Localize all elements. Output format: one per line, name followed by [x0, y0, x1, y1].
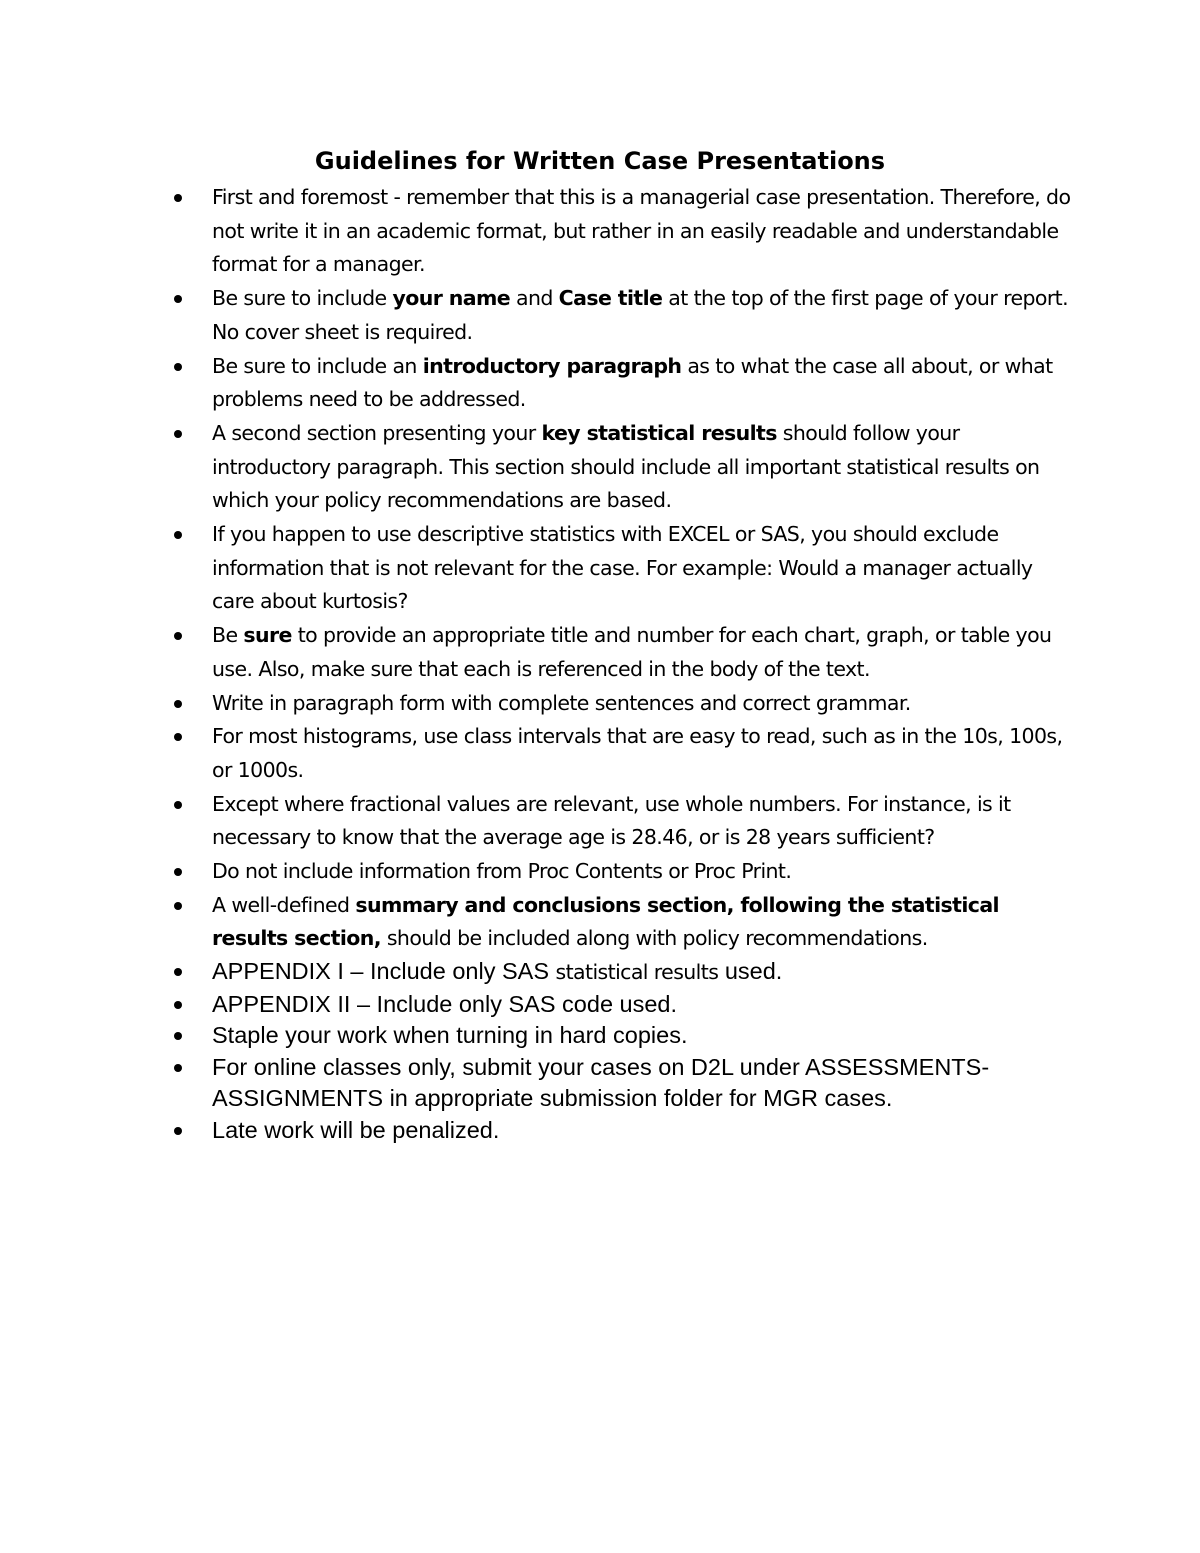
text-segment: at the top of the first page of your report. No cover sheet is required.	[212, 286, 1069, 344]
guideline-item	[212, 181, 1072, 282]
guideline-list	[212, 181, 1072, 1146]
guideline-text	[212, 893, 999, 951]
guideline-item	[212, 989, 1072, 1021]
guideline-text	[212, 958, 782, 984]
text-segment: should be included along with policy recommendations.	[380, 926, 928, 951]
guideline-text	[212, 1054, 989, 1112]
text-segment: used.	[718, 958, 783, 985]
guideline-item	[212, 788, 1072, 855]
bullet-icon	[174, 430, 182, 438]
bold-text: your name	[392, 286, 511, 311]
bullet-icon	[174, 194, 182, 202]
guideline-text	[212, 792, 1011, 850]
text-segment: A second section presenting your	[212, 420, 542, 445]
text-segment: to provide an appropriate title and number for each chart, graph, or table you use. Also, make sure that each is referenced in the body of the text.	[212, 623, 1052, 681]
bold-text: summary and conclusions section, following the statistical results section,	[212, 892, 999, 951]
guideline-item	[212, 720, 1072, 787]
bullet-icon	[174, 295, 182, 303]
bullet-icon	[174, 902, 182, 910]
guideline-text	[212, 1117, 499, 1143]
text-segment: Staple your work when turning in hard copies.	[212, 1022, 688, 1049]
guideline-item	[212, 518, 1072, 619]
guideline-text	[212, 623, 1051, 681]
bullet-icon	[174, 1001, 182, 1009]
bullet-icon	[174, 733, 182, 741]
text-segment: APPENDIX II – Include only SAS code used.	[212, 990, 678, 1017]
guideline-text	[212, 286, 1068, 344]
bullet-icon	[174, 531, 182, 539]
guideline-text	[212, 991, 677, 1017]
bold-text: sure	[243, 623, 292, 648]
bullet-icon	[174, 801, 182, 809]
page-title: Guidelines for Written Case Presentations	[314, 147, 886, 175]
guideline-item	[212, 1020, 1072, 1052]
guideline-item	[212, 282, 1072, 349]
text-segment: APPENDIX I – Include only SAS	[212, 958, 556, 985]
guideline-text	[212, 185, 1070, 276]
bullet-icon	[174, 632, 182, 640]
bullet-icon	[174, 1064, 182, 1072]
text-segment: as to what the case all about, or what problems need to be addressed.	[212, 353, 1053, 412]
bullet-icon	[174, 868, 182, 876]
guideline-text	[212, 691, 911, 715]
guideline-item	[212, 1115, 1072, 1147]
text-segment: For online classes only, submit your cases on D2L under ASSESSMENTS-ASSIGNMENTS in appropriate submission folder for MGR cases.	[212, 1053, 990, 1112]
guideline-text	[212, 354, 1053, 412]
bullet-icon	[174, 700, 182, 708]
text-segment: Write in paragraph form with complete sentences and correct grammar.	[212, 690, 911, 715]
bullet-icon	[174, 968, 182, 976]
bullet-icon	[174, 1127, 182, 1135]
guideline-item	[212, 855, 1072, 889]
guideline-text	[212, 724, 1062, 782]
guideline-item	[212, 619, 1072, 686]
text-segment: should follow your introductory paragraph. This section should include all important statistical results on which your policy recommendations are based.	[212, 420, 1040, 513]
text-segment: and	[510, 286, 559, 311]
guideline-item	[212, 956, 1072, 989]
guideline-item	[212, 350, 1072, 417]
guideline-item	[212, 417, 1072, 518]
text-segment: Late work will be penalized.	[212, 1116, 500, 1143]
bold-text: introductory paragraph	[422, 353, 682, 378]
guideline-text	[212, 859, 791, 883]
bullet-icon	[174, 363, 182, 371]
bold-text: key statistical results	[541, 420, 777, 445]
text-segment: If you happen to use descriptive statistics with EXCEL or SAS, you should exclude information that is not relevant for the case. For example: Would a manager actually care about kurtosis?	[212, 522, 1033, 614]
guideline-item	[212, 1052, 1072, 1115]
guideline-text	[212, 522, 1032, 613]
text-segment: Be sure to include an	[212, 353, 423, 378]
guideline-text	[212, 1022, 688, 1048]
text-segment: For most histograms, use class intervals that are easy to read, such as in the 10s, 100s, or 1000s.	[212, 724, 1063, 782]
text-segment: Do not include information from Proc Contents or Proc Print.	[212, 859, 792, 884]
text-segment: Be sure to include	[212, 286, 393, 311]
text-segment: First and foremost - remember that this is a managerial case presentation. Therefore, do not write it in an academic format, but rather in an easily readable and understandable format for a manager.	[212, 185, 1071, 277]
guideline-item	[212, 687, 1072, 721]
text-segment: A well-defined	[212, 892, 356, 917]
text-segment: Except where fractional values are relevant, use whole numbers. For instance, is it necessary to know that the average age is 28.46, or is 28 years sufficient?	[212, 791, 1011, 850]
guideline-item	[212, 889, 1072, 956]
text-segment: statistical results	[555, 960, 719, 985]
text-segment: Be	[212, 623, 244, 648]
guideline-text	[212, 421, 1039, 512]
bold-text: Case title	[558, 286, 663, 311]
bullet-icon	[174, 1032, 182, 1040]
